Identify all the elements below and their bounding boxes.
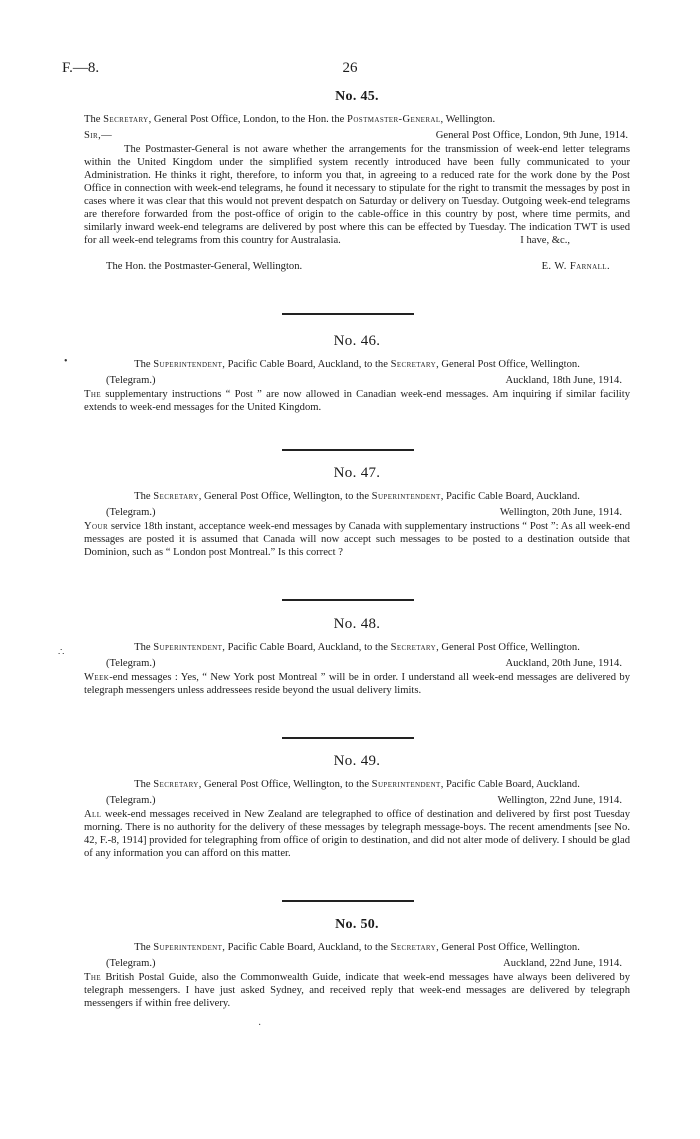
letter-number: No. 49. (333, 753, 381, 769)
letter-address: The Superintendent, Pacific Cable Board, Auckland, to the Secretary, General Post Office, Wellington. (134, 642, 580, 653)
letter-47 (84, 467, 630, 559)
signature-line (84, 260, 630, 274)
signature: E. W. Farnall. (541, 261, 610, 272)
letter-body: The British Postal Guide, also the Commonwealth Guide, indicate that week-end messages have always been delivered by telegraph messengers. I have just asked Sydney, and received reply that week-end messages are delivered by telegraph messengers if within free delivery. (84, 972, 630, 1009)
dateline: General Post Office, London, 9th June, 1914. (435, 130, 628, 141)
letter-number: No. 48. (333, 616, 381, 632)
letter-address: The Secretary, General Post Office, Wellington, to the Superintendent, Pacific Cable Board, Auckland. (134, 491, 580, 502)
telegram-label: (Telegram.) (106, 958, 156, 969)
telegram-label: (Telegram.) (106, 375, 156, 386)
letter-address: The Secretary, General Post Office, London, to the Hon. the Postmaster-General, Wellington. (84, 114, 496, 125)
dateline: Auckland, 20th June, 1914. (505, 658, 622, 669)
recipient: The Hon. the Postmaster-General, Wellington. (106, 261, 303, 272)
salutation-line (84, 129, 630, 143)
divider (282, 900, 414, 902)
telegram-label: (Telegram.) (106, 507, 156, 518)
divider (282, 599, 414, 601)
dateline: Auckland, 18th June, 1914. (505, 375, 622, 386)
print-speck: · (258, 1020, 262, 1031)
telegram-line (84, 957, 630, 971)
print-speck: ∴ (58, 647, 65, 658)
letter-number: No. 46. (333, 333, 381, 349)
divider (282, 313, 414, 315)
telegram-label: (Telegram.) (106, 795, 156, 806)
letter-number: No. 50. (335, 917, 379, 932)
letter-number: No. 45. (335, 89, 379, 104)
divider (282, 449, 414, 451)
document-reference: F.—8. (62, 60, 100, 76)
dateline: Auckland, 22nd June, 1914. (503, 958, 622, 969)
closing-line (84, 235, 630, 260)
letter-body: Week-end messages : Yes, “ New York post Montreal ” will be in order. I understand all week-end messages are delivered by telegraph messengers unless addressees reside beyond the usual delivery limits. (84, 672, 630, 696)
letter-body: Your service 18th instant, acceptance week-end messages by Canada with supplementary instructions “ Post ”: As all week-end messages are posted it is assumed that Canada will now accept such messages to be posted to a destination outside that Dominion, such as “ London post Montreal.” Is this correct ? (84, 521, 630, 558)
telegram-line (84, 657, 630, 671)
telegram-line (84, 506, 630, 520)
dateline: Wellington, 20th June, 1914. (499, 507, 622, 518)
letter-body: The Postmaster-General is not aware whether the arrangements for the transmission of week-end letter telegrams within the United Kingdom under the simplified system recently introduced have been fully communicated to your Administration. He thinks it right, therefore, to inform you that, in agreeing to a reduced rate for the work done by the Post Office in connection with week-end telegrams, he found it necessary to stipulate for the right to transmit the messages by post in cases where it was clear that this would not prevent despatch on Saturday or delivery on Tuesday. Outgoing week-end telegrams are therefore forwarded from the post-office of origin to the cable-office in this country by post, where time permits, and similarly inward week-end telegrams are delivered by post where this can be effected by Tuesday. The indication TWT is used for all week-end telegrams from this country for Australasia. (84, 144, 630, 246)
letter-50 (84, 918, 630, 1010)
telegram-line (84, 374, 630, 388)
letter-49 (84, 755, 630, 860)
closing: I have, &c., (520, 235, 570, 246)
letter-address: The Secretary, General Post Office, Wellington, to the Superintendent, Pacific Cable Board, Auckland. (134, 779, 580, 790)
print-speck: • (64, 356, 68, 367)
letter-46 (84, 335, 630, 414)
letter-body: The supplementary instructions “ Post ” are now allowed in Canadian week-end messages. Am inquiring if similar facility extends to week-end messages for the United Kingdom. (84, 389, 630, 413)
dateline: Wellington, 22nd June, 1914. (497, 795, 622, 806)
divider (282, 737, 414, 739)
telegram-label: (Telegram.) (106, 658, 156, 669)
letter-45 (84, 90, 630, 274)
telegram-line (84, 794, 630, 808)
letter-address: The Superintendent, Pacific Cable Board, Auckland, to the Secretary, General Post Office, Wellington. (134, 942, 580, 953)
salutation: Sir,— (84, 130, 113, 141)
page-number: 26 (342, 60, 358, 76)
letter-address: The Superintendent, Pacific Cable Board, Auckland, to the Secretary, General Post Office, Wellington. (134, 359, 580, 370)
letter-48 (84, 618, 630, 697)
letter-number: No. 47. (333, 465, 381, 481)
letter-body: All week-end messages received in New Zealand are telegraphed to office of destination and delivered by first post Tuesday morning. There is no authority for the delivery of these messages by telegraph message-boys. The recent amendments [see No. 42, F.-8, 1914] provided for telegraphing from office of origin to destination, and did not alter mode of delivery. I should be glad of any information you can afford on this matter. (84, 809, 630, 859)
